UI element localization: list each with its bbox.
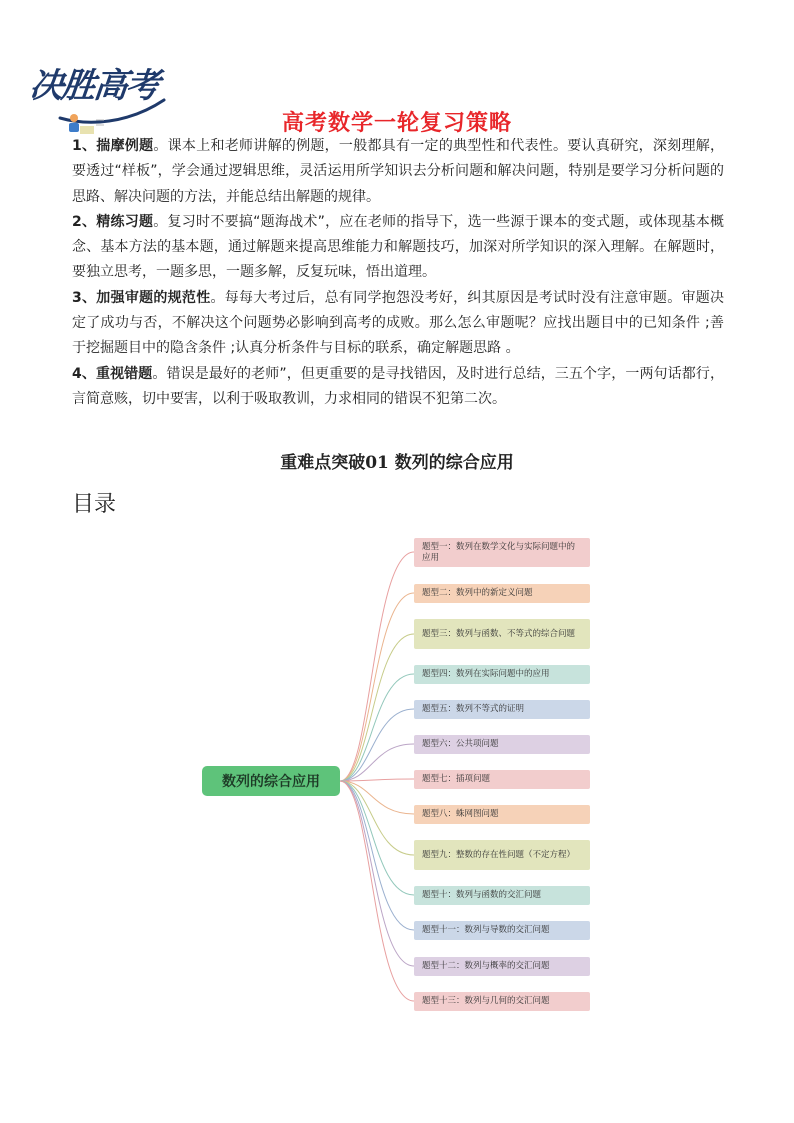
connector-11: [340, 781, 414, 930]
document-title: 高考数学一轮复习策略: [281, 111, 512, 136]
paragraph-body: 。错误是最好的老师”，但更重要的是寻找错因，及时进行总结，三五个字，一两句话都行，言简意赅，切中要害，以利于吸取教训，力求相同的错误不犯第二次。: [72, 365, 724, 407]
paragraph-heading: 重视错题: [95, 365, 153, 382]
connector-1: [340, 552, 414, 781]
mindmap-node-11: 题型十一：数列与导数的交汇问题: [414, 921, 590, 940]
mindmap-node-5: 题型五：数列不等式的证明: [414, 700, 590, 719]
paragraph-body: 。复习时不要搞“题海战术”，应在老师的指导下，选一些源于课本的变式题，或体现基本概念、基本方法的基本题，通过解题来提高思维能力和解题技巧，加深对所学知识的深入理解。在解题时，要独立思考，一题多思，一题多解，反复玩味，悟出道理。: [72, 213, 725, 281]
connector-4: [340, 674, 414, 781]
mindmap-node-6: 题型六：公共项问题: [414, 735, 590, 754]
mindmap-node-13: 题型十三：数列与几何的交汇问题: [414, 992, 590, 1011]
paragraph-number: 4、: [72, 365, 96, 382]
logo-text: 决胜高考: [27, 66, 160, 106]
mindmap-node-10: 题型十：数列与函数的交汇问题: [414, 886, 590, 905]
mindmap-node-9: 题型九：整数的存在性问题（不定方程）: [414, 840, 590, 870]
mindmap-node-7: 题型七：插项问题: [414, 770, 590, 789]
paragraph-body: 。每每大考过后，总有同学抱怨没考好，纠其原因是考试时没有注意审题。审题决定了成功与否，不解决这个问题势必影响到高考的成败。那么怎么审题呢？应找出题目中的已知条件 ;善于挖掘题目中的隐含条件 ;认真分析条件与目标的联系，确定解题思路 。: [72, 289, 725, 357]
toc-title: 目录: [72, 492, 117, 517]
paragraph-number: 3、: [72, 289, 97, 306]
paragraph-number: 1、: [72, 138, 97, 154]
mindmap-node-2: 题型二：数列中的新定义问题: [414, 584, 590, 603]
paragraph-body: 。课本上和老师讲解的例题，一般都具有一定的典型性和代表性。要认真研究，深刻理解，要透过“样板”，学会通过逻辑思维，灵活运用所学知识去分析问题和解决问题，特别是要学习分析问题的思路、解决问题的方法，并能总结出解题的规律。: [72, 138, 725, 205]
connector-12: [340, 781, 414, 966]
connector-2: [340, 593, 414, 781]
paragraph-heading: 加强审题的规范性: [96, 289, 211, 306]
mindmap-node-1: 题型一：数列在数学文化与实际问题中的应用: [414, 538, 590, 567]
mindmap-root: 数列的综合应用: [202, 766, 340, 796]
mindmap-node-12: 题型十二：数列与概率的交汇问题: [414, 957, 590, 976]
paragraph-number: 2、: [72, 213, 97, 230]
paragraph-heading: 揣摩例题: [96, 138, 154, 154]
section-title: 重难点突破01 数列的综合应用: [280, 453, 514, 473]
mindmap-node-3: 题型三：数列与函数、不等式的综合问题: [414, 619, 590, 649]
mindmap-node-4: 题型四：数列在实际问题中的应用: [414, 665, 590, 684]
mindmap-node-8: 题型八：蛛网图问题: [414, 805, 590, 824]
paragraph-heading: 精练习题: [96, 213, 154, 230]
connector-10: [340, 781, 414, 895]
